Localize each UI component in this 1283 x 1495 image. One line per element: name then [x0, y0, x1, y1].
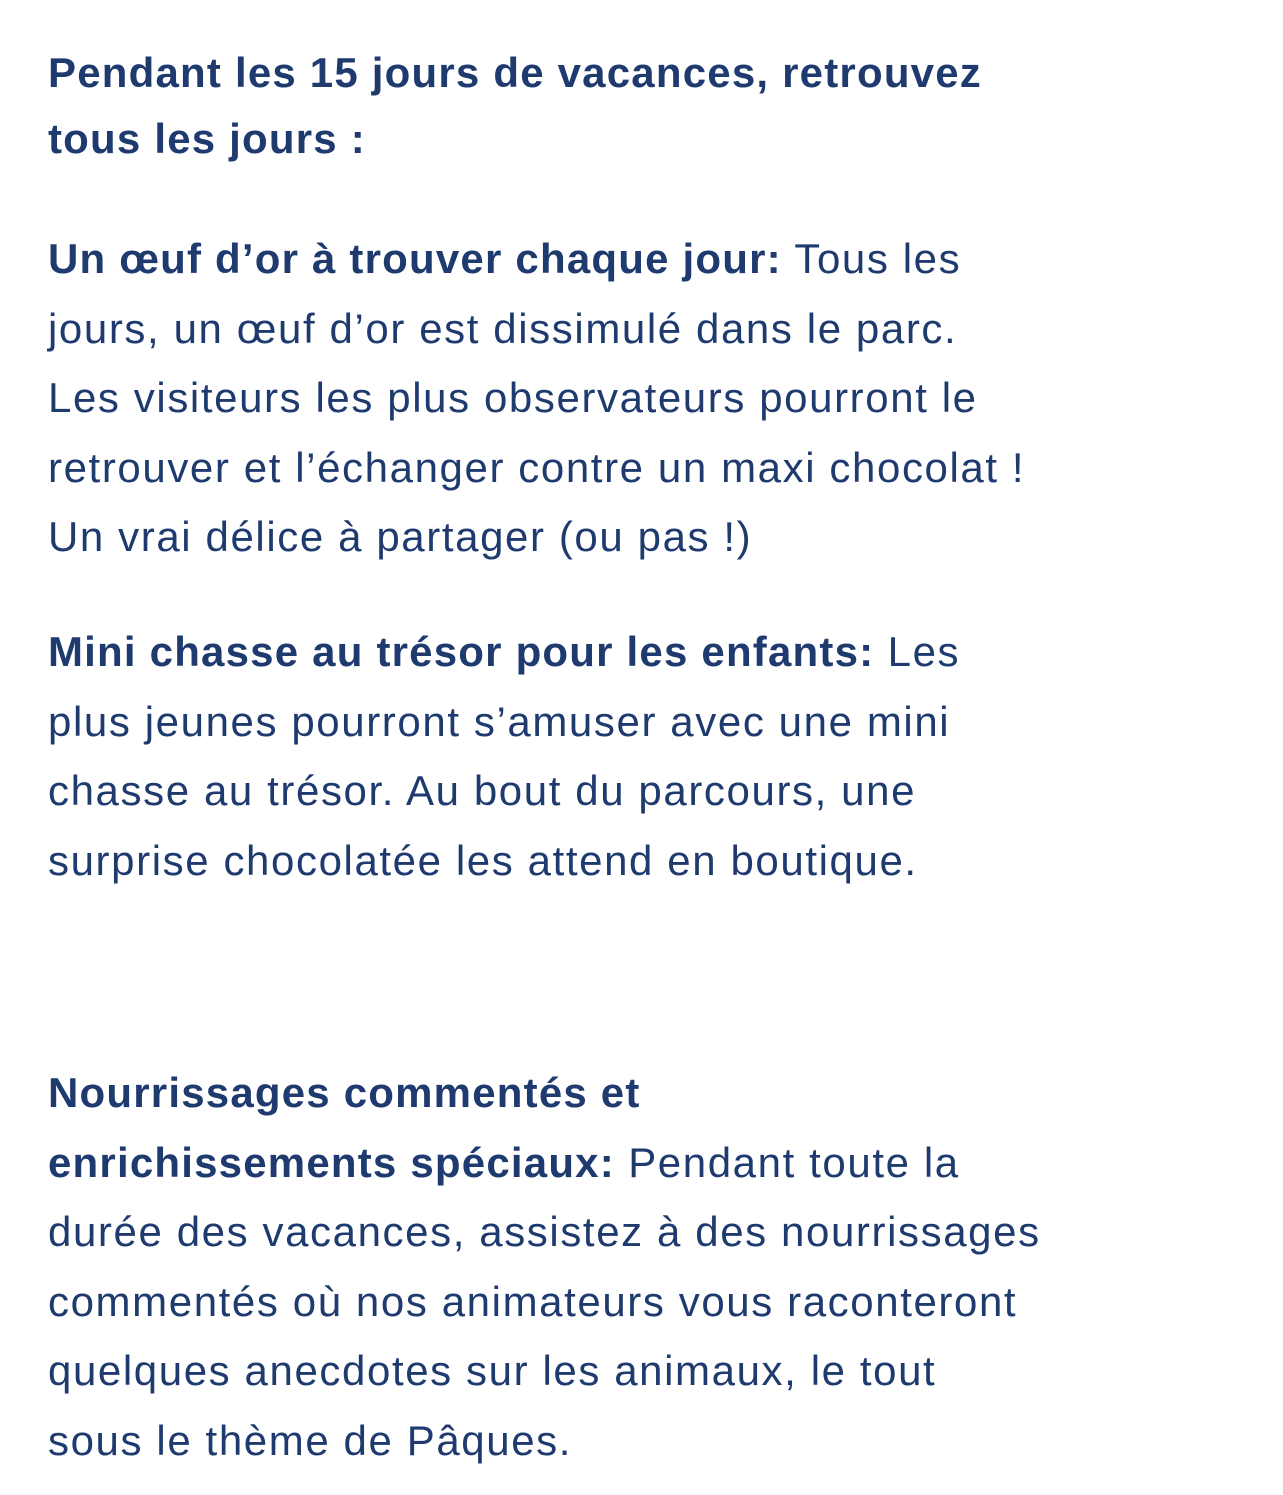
paragraph-golden-egg: [48, 224, 1025, 572]
intro-text: Pendant les 15 jours de vacances, retrouvez tous les jours :: [48, 49, 982, 162]
paragraph-body: Les plus jeunes pourront s’amuser avec une mini chasse au trésor. Au bout du parcours, une surprise chocolatée les attend en boutique.: [48, 628, 961, 884]
paragraph-title: Mini chasse au trésor pour les enfants:: [48, 628, 875, 675]
paragraph-body: Pendant toute la durée des vacances, assistez à des nourrissages commentés où nos animateurs vous raconteront quelques anecdotes sur les animaux, le tout sous le thème de Pâques.: [48, 1138, 1041, 1464]
intro-heading: [48, 40, 982, 172]
paragraph-treasure-hunt: [48, 617, 960, 895]
paragraph-title: Nourrissages commentés et enrichissements spéciaux:: [48, 1069, 641, 1186]
paragraph-title: Un œuf d’or à trouver chaque jour:: [48, 235, 782, 282]
paragraph-feedings: [48, 1058, 1041, 1475]
paragraph-body: Tous les jours, un œuf d’or est dissimulé dans le parc. Les visiteurs les plus observateurs pourront le retrouver et l’échanger contre un maxi chocolat ! Un vrai délice à partager (ou pas !): [48, 235, 1026, 560]
